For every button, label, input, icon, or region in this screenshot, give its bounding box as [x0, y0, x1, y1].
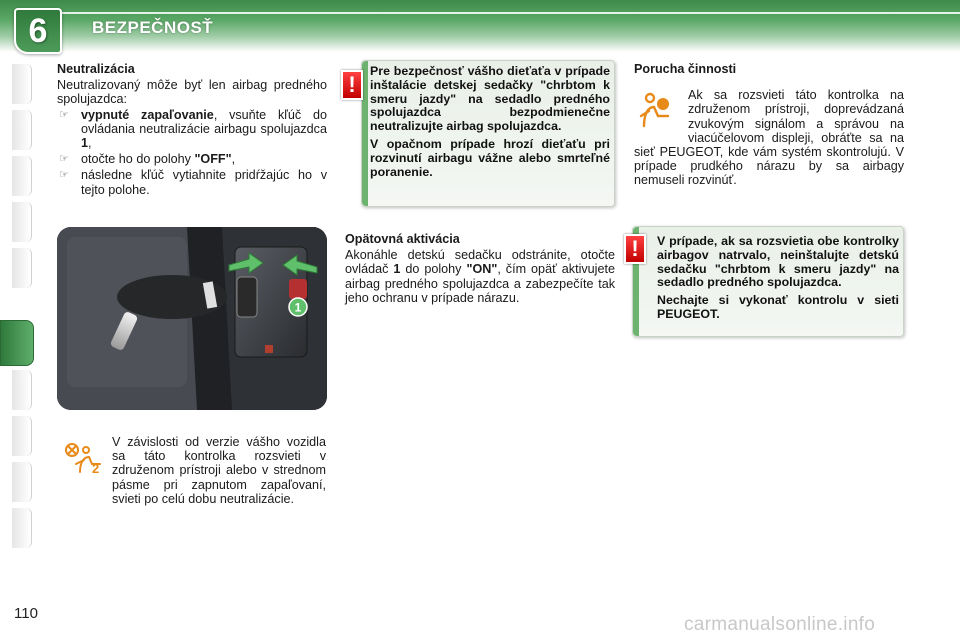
neutralization-step-3: ☞ následne kľúč vytiahnite pridŕžajúc ho v tejto polohe. [59, 168, 327, 197]
indicator-note-text: V závislosti od verzie vášho vozidla sa táto kontrolka rozsvieti v združenom prístroji alebo v strednom pásme pri zapnutom zapaľovaní, svieti po celú dobu neutralizácie. [112, 435, 326, 506]
warning-box-text [370, 65, 610, 183]
section-title: BEZPEČNOSŤ [92, 18, 214, 37]
warning-exclamation-icon: ! [624, 234, 646, 264]
side-tab-active[interactable] [0, 320, 34, 366]
neutralization-step-1: ☞ vypnuté zapaľovanie, vsuňte kľúč do ovládania neutralizácie airbagu spolujazdca 1, [59, 107, 327, 151]
side-tab-4[interactable] [12, 202, 32, 242]
pointing-hand-icon: ☞ [59, 153, 69, 166]
page-number: 110 [14, 605, 38, 622]
pointing-hand-icon: ☞ [59, 108, 69, 121]
airbag-key-switch-photo [57, 227, 327, 410]
side-tab-strip [0, 64, 36, 576]
warning-paragraph-2: V opačnom prípade hrozí dieťaťu pri rozvinutí airbagu vážne alebo smrteľné poranenie. [370, 136, 610, 179]
svg-text:2: 2 [92, 461, 100, 474]
reactivation-heading: Opätovná aktivácia [345, 232, 460, 246]
indicator-note [112, 435, 326, 506]
side-tab-5[interactable] [12, 248, 32, 288]
callout-1-label: 1 [294, 300, 302, 315]
side-tab-3[interactable] [12, 156, 32, 196]
malfunction-heading: Porucha činnosti [634, 62, 737, 76]
malfunction-text: Ak sa rozsvieti táto kontrolka na združenom prístroji, doprevádzaná zvukovým signálom a správou na viacúčelovom displeji, obráťte sa na sieť PEUGEOT, kde vám systém skontrolujú. V prípade prudkého nárazu by sa airbagy nemuseli rozvinúť. [634, 88, 904, 188]
airbag-fault-indicator-icon [636, 90, 674, 128]
pointing-hand-icon: ☞ [59, 169, 69, 182]
warning-paragraph-2: Nechajte si vykonať kontrolu v sieti PEUGEOT. [657, 293, 899, 321]
side-tab-10[interactable] [12, 508, 32, 548]
warning-paragraph-1: V prípade, ak sa rozsvietia obe kontrolky airbagov natrvalo, neinštalujte detskú sedačku "chrbtom k smeru jazdy" na sedadlo predného spolujazdca. [657, 234, 899, 290]
neutralization-step-2: ☞ otočte ho do polohy "OFF", [59, 152, 236, 167]
warning-paragraph-1: Pre bezpečnosť vášho dieťaťa v prípade inštalácie detskej sedačky "chrbtom k smeru jazdy" na sedadlo predného spolujazdca bezpodmienečne neutralizujte airbag spolujazdca. [370, 64, 610, 134]
malfunction-section [634, 62, 904, 188]
warning-box-child-seat [361, 60, 615, 207]
reactivation-text: Akonáhle detskú sedačku odstránite, otočte ovládač 1 do polohy "ON", čím opäť aktivujete airbag predného spolujazdca a zabezpečíte tak jeho ochranu v prípade nárazu. [345, 248, 615, 305]
watermark: carmanualsonline.info [684, 614, 876, 635]
chapter-number: 6 [28, 12, 48, 50]
side-tab-2[interactable] [12, 110, 32, 150]
neutralization-intro: Neutralizovaný môže byť len airbag predného spolujazdca: [57, 78, 327, 107]
side-tab-7[interactable] [12, 370, 32, 410]
key-switch-illustration [57, 227, 327, 410]
chapter-tab[interactable] [14, 8, 62, 54]
side-tab-8[interactable] [12, 416, 32, 456]
airbag-off-indicator-icon [62, 442, 104, 474]
side-tab-1[interactable] [12, 64, 32, 104]
side-tab-9[interactable] [12, 462, 32, 502]
reactivation-section [345, 232, 615, 305]
warning-box-text [657, 235, 899, 326]
neutralization-section [57, 62, 327, 197]
header-rule [40, 12, 960, 14]
warning-exclamation-icon: ! [341, 70, 363, 100]
neutralization-heading: Neutralizácia [57, 62, 135, 76]
warning-box-both-indicators [632, 226, 904, 337]
